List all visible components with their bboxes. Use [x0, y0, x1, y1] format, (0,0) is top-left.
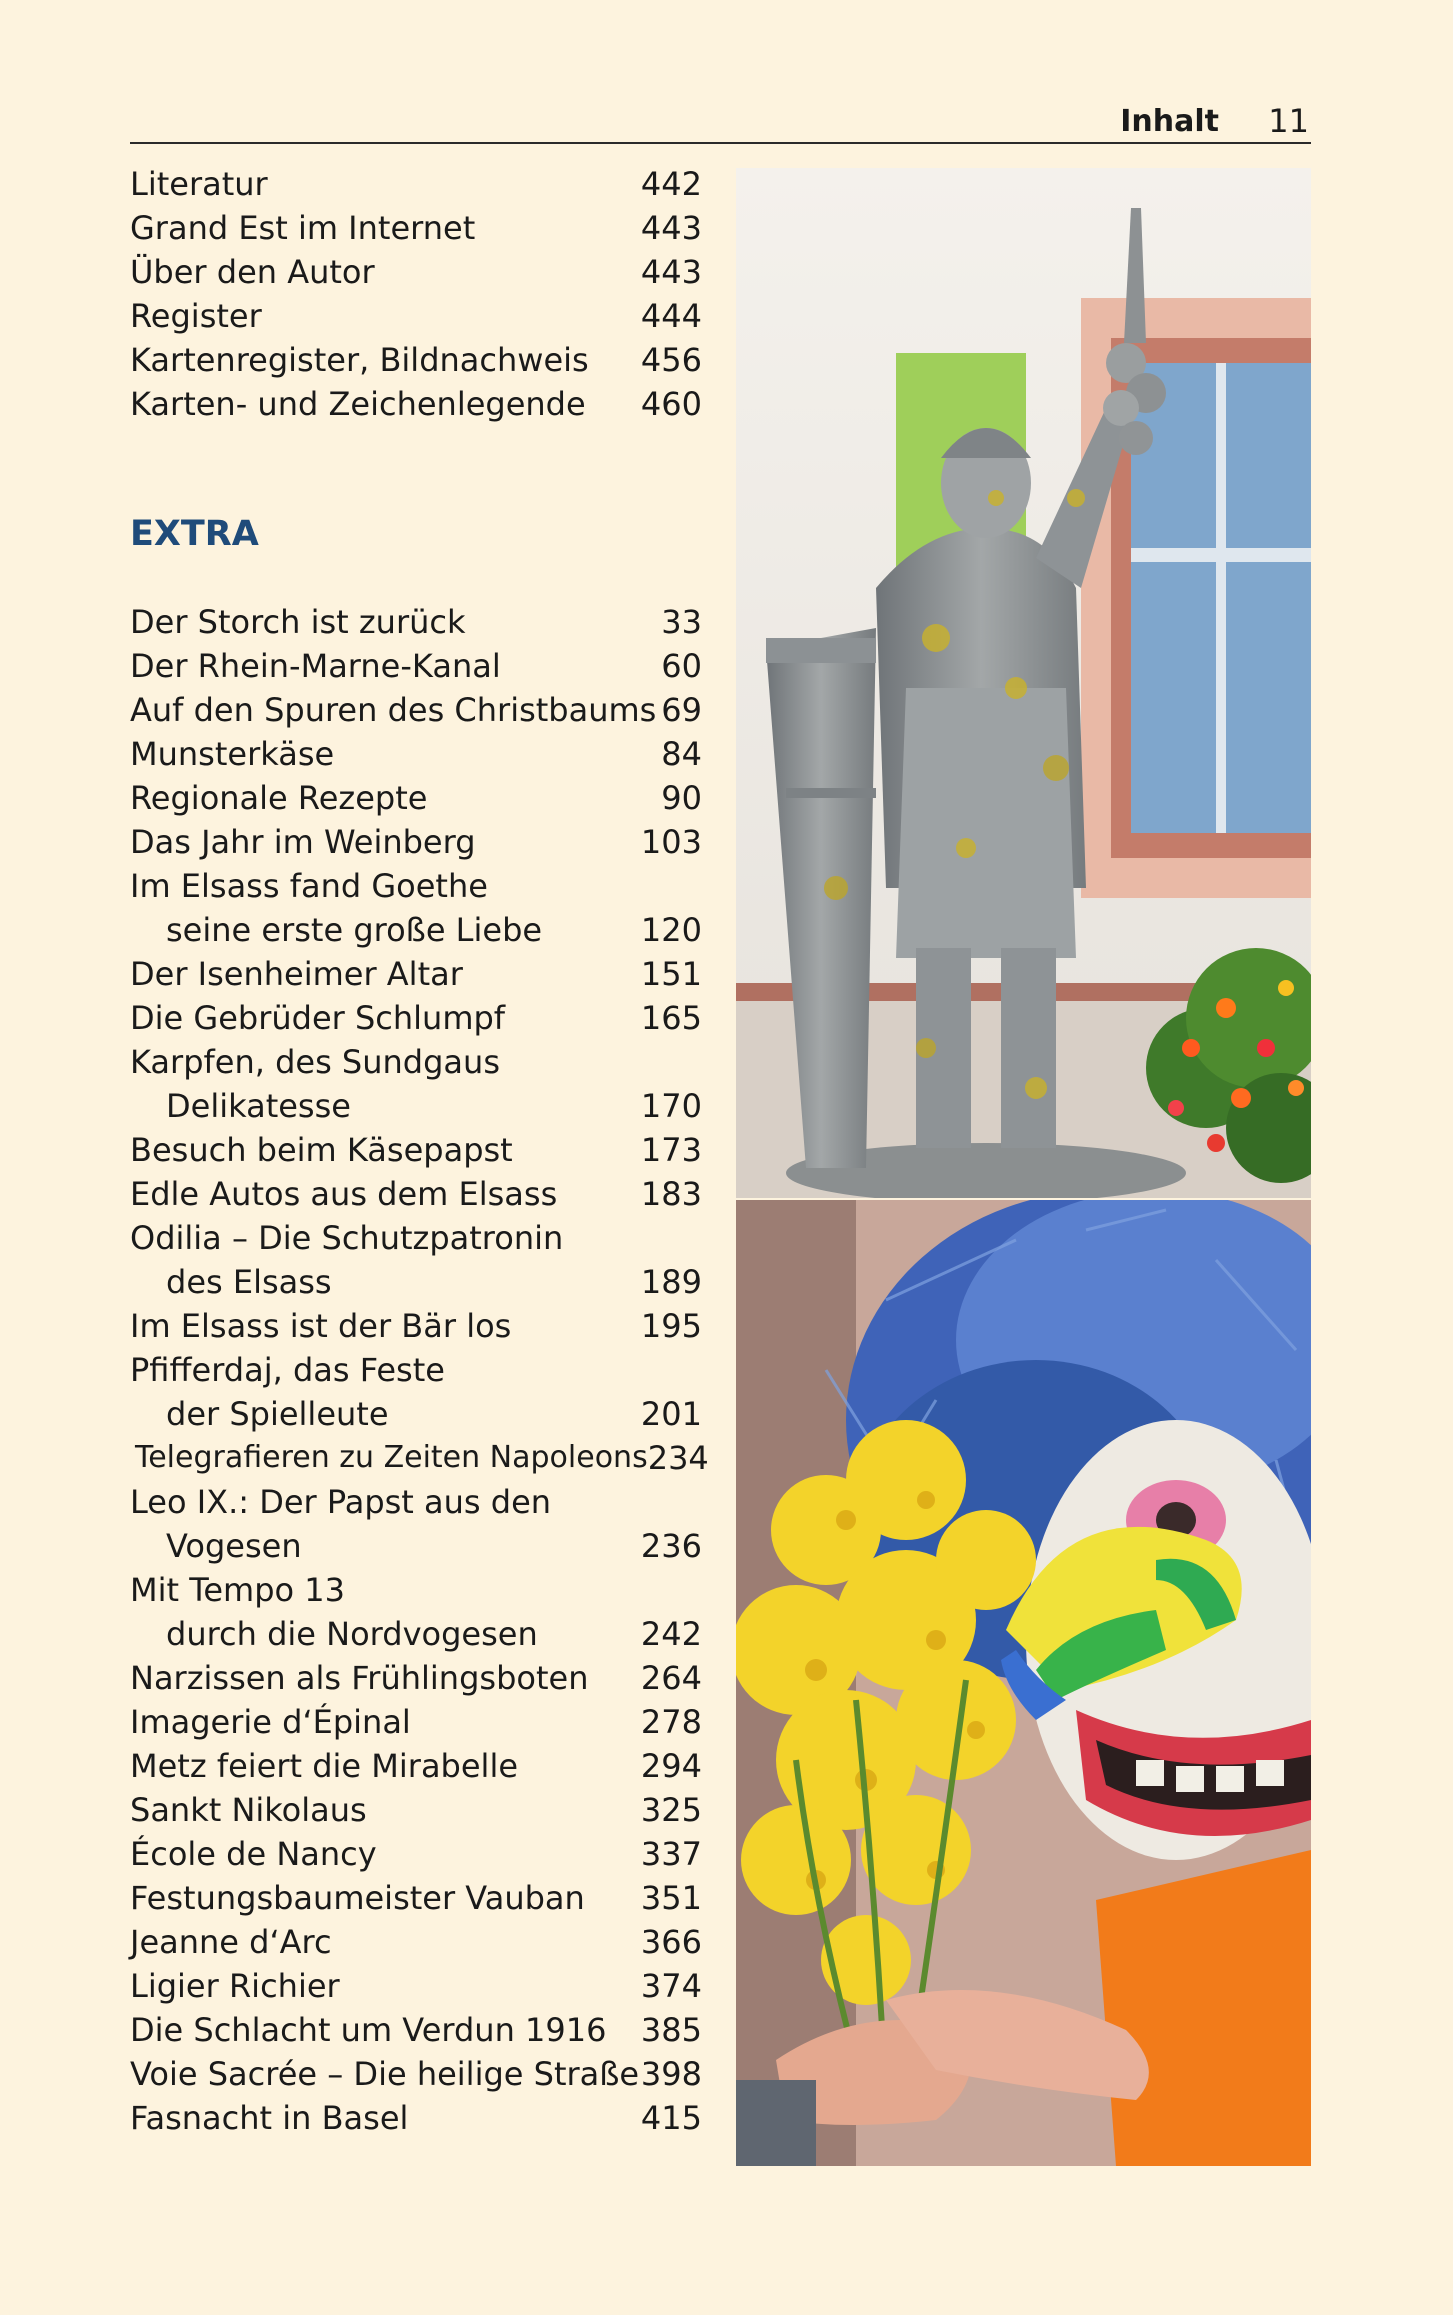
- extra-page: 201: [640, 1395, 702, 1433]
- extra-title: École de Nancy: [130, 1835, 377, 1873]
- extra-list: [130, 600, 709, 2140]
- extra-title: des Elsass: [166, 1263, 332, 1301]
- toc-row: [130, 206, 702, 250]
- extra-page: 195: [640, 1307, 702, 1345]
- toc-page: 443: [640, 209, 702, 247]
- toc-title: Grand Est im Internet: [130, 209, 476, 247]
- extra-title: Im Elsass fand Goethe: [130, 867, 488, 905]
- extra-title: Der Isenheimer Altar: [130, 955, 463, 993]
- extra-title: Narzissen als Frühlingsboten: [130, 1659, 589, 1697]
- toc-row: [130, 250, 702, 294]
- extra-row: [130, 1656, 702, 1700]
- toc-page: 443: [640, 253, 702, 291]
- extra-title: Besuch beim Käsepapst: [130, 1131, 513, 1169]
- extra-page: 69: [661, 691, 702, 729]
- extra-row: [130, 1920, 702, 1964]
- extra-page: 351: [640, 1879, 702, 1917]
- extra-row: [130, 2008, 702, 2052]
- extra-page: 183: [640, 1175, 702, 1213]
- extra-row: [130, 1700, 702, 1744]
- extra-row: [130, 1788, 702, 1832]
- extra-page: 366: [640, 1923, 702, 1961]
- extra-page: 170: [640, 1087, 702, 1125]
- extra-row: [130, 996, 702, 1040]
- extra-row: [130, 776, 702, 820]
- extra-row: [130, 1612, 702, 1656]
- extra-title: Imagerie d‘Épinal: [130, 1703, 411, 1741]
- toc-title: Register: [130, 297, 262, 335]
- extra-title: durch die Nordvogesen: [166, 1615, 538, 1653]
- extra-row: [130, 1480, 702, 1524]
- toc-page: 456: [640, 341, 702, 379]
- extra-title: Fasnacht in Basel: [130, 2099, 409, 2137]
- extra-page: 385: [640, 2011, 702, 2049]
- extra-title: Mit Tempo 13: [130, 1571, 345, 1609]
- extra-title: Sankt Nikolaus: [130, 1791, 367, 1829]
- extra-row: [130, 1744, 702, 1788]
- extra-row: [130, 1568, 702, 1612]
- extra-title: Regionale Rezepte: [130, 779, 428, 817]
- extra-title: Vogesen: [166, 1527, 302, 1565]
- extra-row: [130, 600, 702, 644]
- extra-row: [130, 732, 702, 776]
- extra-page: 374: [640, 1967, 702, 2005]
- toc-title: Über den Autor: [130, 253, 375, 291]
- extra-title: Das Jahr im Weinberg: [130, 823, 476, 861]
- extra-title: Der Rhein-Marne-Kanal: [130, 647, 501, 685]
- extra-row: [130, 1348, 702, 1392]
- running-header: [130, 100, 1311, 144]
- toc-row: [130, 382, 702, 426]
- extra-page: 337: [640, 1835, 702, 1873]
- toc-title: Literatur: [130, 165, 268, 203]
- extra-title: Ligier Richier: [130, 1967, 340, 2005]
- extra-page: 234: [647, 1439, 709, 1477]
- extra-page: 242: [640, 1615, 702, 1653]
- extra-title: Metz feiert die Mirabelle: [130, 1747, 519, 1785]
- extra-title: seine erste große Liebe: [166, 911, 543, 949]
- extra-page: 415: [640, 2099, 702, 2137]
- extra-row: [130, 1172, 702, 1216]
- extra-row: [130, 1964, 702, 2008]
- extra-row: [130, 864, 702, 908]
- extra-row: [130, 908, 702, 952]
- statue-photo: [736, 168, 1311, 1198]
- extra-title: Leo IX.: Der Papst aus den: [130, 1483, 552, 1521]
- extra-row: [130, 952, 702, 996]
- extra-row: [130, 688, 702, 732]
- extra-page: 151: [640, 955, 702, 993]
- extra-title: Die Schlacht um Verdun 1916: [130, 2011, 607, 2049]
- extra-row: [130, 1084, 702, 1128]
- toc-row: [130, 162, 702, 206]
- page-number: 11: [1268, 102, 1309, 140]
- extra-title: Edle Autos aus dem Elsass: [130, 1175, 558, 1213]
- extra-row: [130, 644, 702, 688]
- extra-title: Pfifferdaj, das Feste: [130, 1351, 445, 1389]
- extra-row: [130, 1040, 702, 1084]
- extra-row: [130, 1392, 702, 1436]
- toc-row: [130, 294, 702, 338]
- extra-page: 294: [640, 1747, 702, 1785]
- carnival-mask-photo: [736, 1200, 1311, 2166]
- toc-row: [130, 338, 702, 382]
- extra-page: 278: [640, 1703, 702, 1741]
- extra-heading: EXTRA: [130, 514, 259, 554]
- extra-title: Im Elsass ist der Bär los: [130, 1307, 512, 1345]
- extra-page: 90: [661, 779, 702, 817]
- extra-title: Der Storch ist zurück: [130, 603, 466, 641]
- extra-row: [130, 1304, 702, 1348]
- extra-page: 264: [640, 1659, 702, 1697]
- extra-title: Auf den Spuren des Christbaums: [130, 691, 657, 729]
- toc-top-list: [130, 162, 702, 426]
- extra-page: 60: [661, 647, 702, 685]
- extra-row: [130, 2096, 702, 2140]
- extra-title: Jeanne d‘Arc: [130, 1923, 332, 1961]
- extra-page: 103: [640, 823, 702, 861]
- extra-page: 189: [640, 1263, 702, 1301]
- extra-title: Festungsbaumeister Vauban: [130, 1879, 585, 1917]
- extra-page: 236: [640, 1527, 702, 1565]
- extra-page: 84: [661, 735, 702, 773]
- extra-page: 325: [640, 1791, 702, 1829]
- toc-title: Karten- und Zeichenlegende: [130, 385, 586, 423]
- extra-title: Odilia – Die Schutzpatronin: [130, 1219, 564, 1257]
- extra-page: 33: [661, 603, 702, 641]
- extra-row: [130, 2052, 702, 2096]
- extra-row: [130, 1128, 702, 1172]
- extra-row: [130, 1832, 702, 1876]
- extra-row: [130, 1260, 702, 1304]
- extra-page: 165: [640, 999, 702, 1037]
- toc-page: 460: [640, 385, 702, 423]
- extra-title: Die Gebrüder Schlumpf: [130, 999, 506, 1037]
- extra-title: Delikatesse: [166, 1087, 351, 1125]
- extra-page: 173: [640, 1131, 702, 1169]
- toc-page: 442: [640, 165, 702, 203]
- toc-title: Kartenregister, Bildnachweis: [130, 341, 589, 379]
- extra-row: [130, 820, 702, 864]
- extra-title: Karpfen, des Sundgaus: [130, 1043, 500, 1081]
- extra-row: [130, 1524, 702, 1568]
- section-title: Inhalt: [1120, 104, 1219, 139]
- extra-title: der Spielleute: [166, 1395, 389, 1433]
- extra-row: [130, 1876, 702, 1920]
- extra-row: [130, 1216, 702, 1260]
- extra-title: Munsterkäse: [130, 735, 335, 773]
- extra-title: Telegrafieren zu Zeiten Napoleons: [135, 1440, 648, 1475]
- extra-row: [130, 1436, 709, 1480]
- extra-title: Voie Sacrée – Die heilige Straße: [130, 2055, 640, 2093]
- extra-page: 120: [640, 911, 702, 949]
- extra-page: 398: [640, 2055, 702, 2093]
- toc-page: 444: [640, 297, 702, 335]
